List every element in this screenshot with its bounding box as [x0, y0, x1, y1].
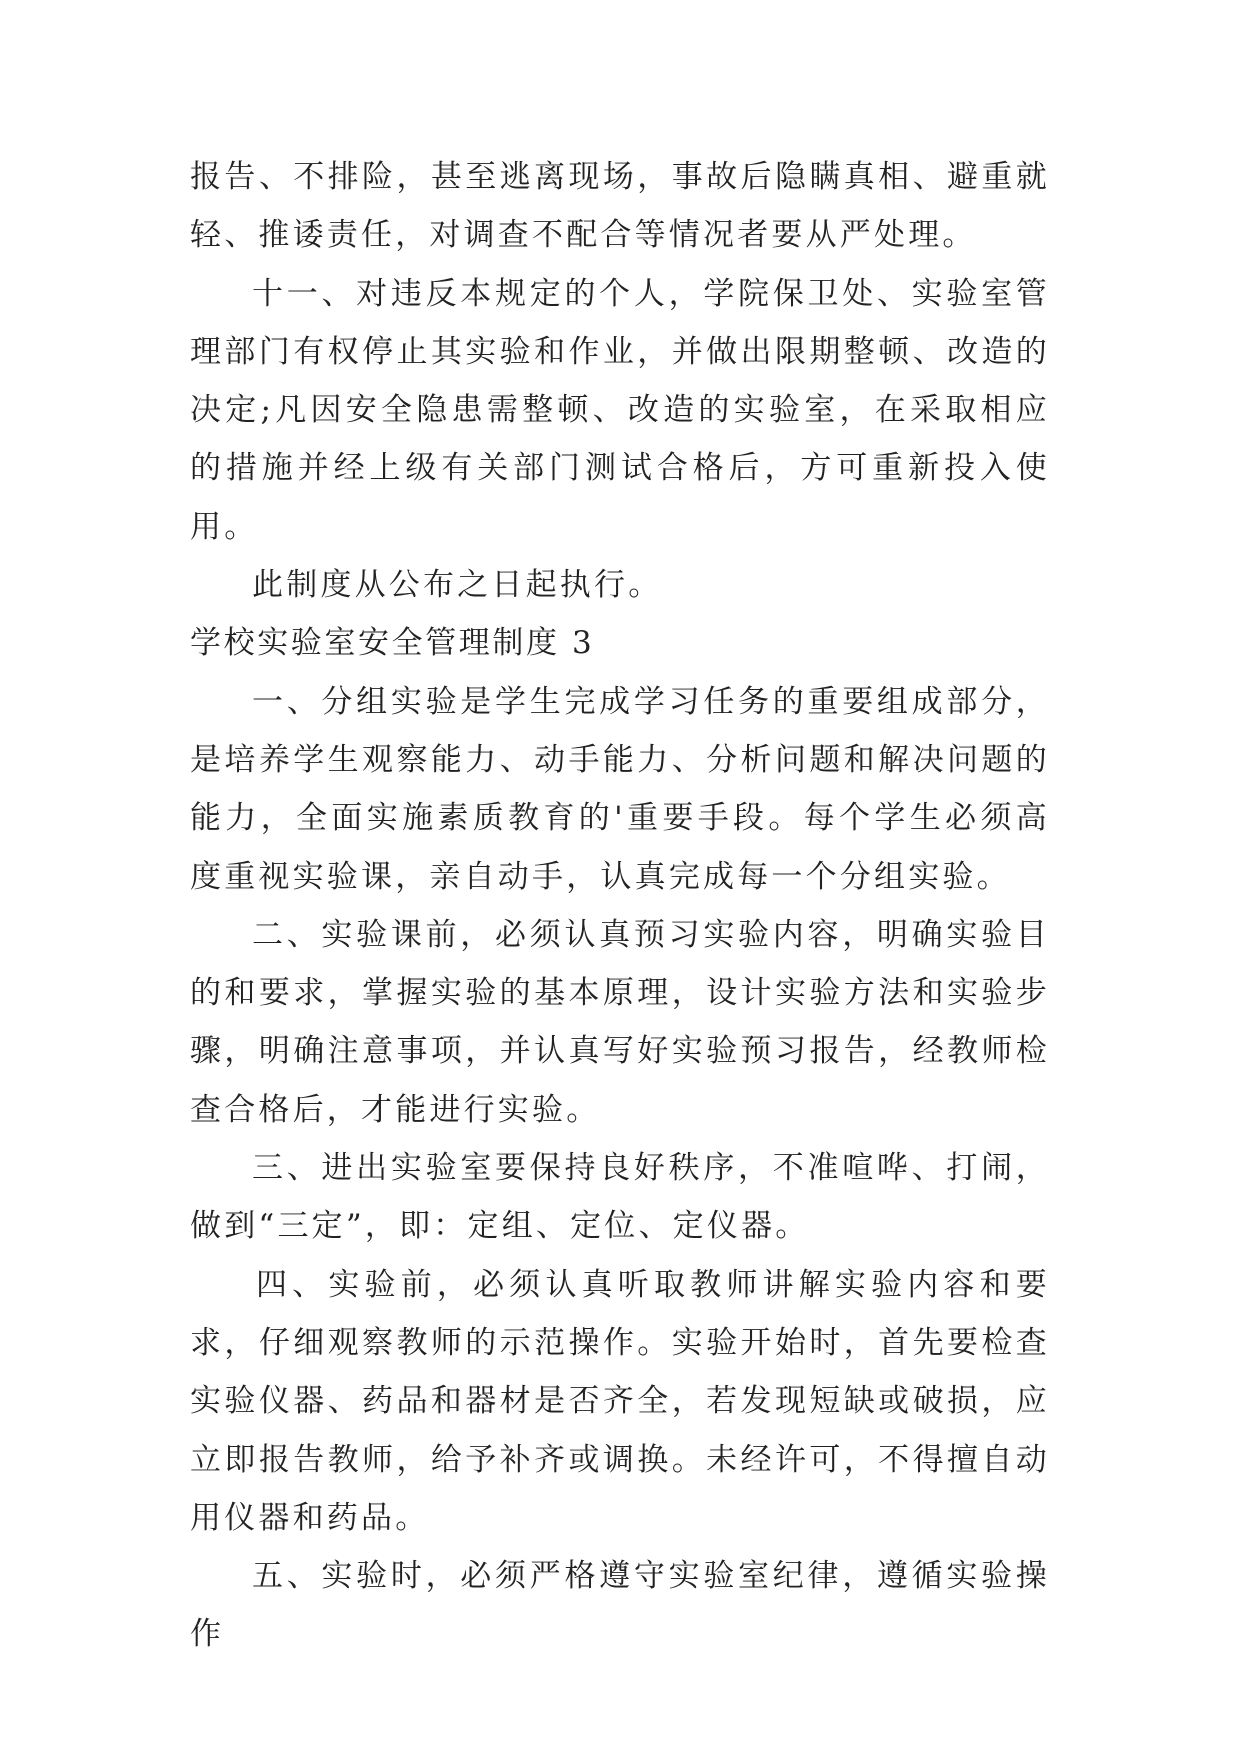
- paragraph-continuation: 报告、不排险，甚至逃离现场，事故后隐瞒真相、避重就轻、推诿责任，对调查不配合等情况者要从严处理。: [190, 159, 1050, 254]
- paragraph-rule-2: 二、实验课前，必须认真预习实验内容，明确实验目的和要求，掌握实验的基本原理，设计实验方法和实验步骤，明确注意事项，并认真写好实验预习报告，经教师检查合格后，才能进行实验。: [190, 916, 1050, 1128]
- paragraph-rule-1: 一、分组实验是学生完成学习任务的重要组成部分，是培养学生观察能力、动手能力、分析问题和解决问题的能力，全面实施素质教育的'重要手段。每个学生必须高度重视实验课，亲自动手，认真完成每一个分组实验。: [190, 683, 1050, 895]
- paragraph-rule-3: 三、进出实验室要保持良好秩序，不准喧哗、打闹，做到“三定”，即：定组、定位、定仪器。: [190, 1150, 1050, 1245]
- paragraph-rule-11: 十一、对违反本规定的个人，学院保卫处、实验室管理部门有权停止其实验和作业，并做出限期整顿、改造的决定;凡因安全隐患需整顿、改造的实验室，在采取相应的措施并经上级有关部门测试合格后，方可重新投入使用。: [190, 275, 1050, 545]
- section-heading: 学校实验室安全管理制度 3: [190, 625, 595, 662]
- paragraph-rule-4: 四、实验前，必须认真听取教师讲解实验内容和要求，仔细观察教师的示范操作。实验开始时，首先要检查实验仪器、药品和器材是否齐全，若发现短缺或破损，应立即报告教师，给予补齐或调换。未经许可，不得擅自动用仪器和药品。: [190, 1266, 1050, 1536]
- paragraph-rule-5: 五、实验时，必须严格遵守实验室纪律，遵循实验操作: [190, 1558, 1050, 1653]
- paragraph-effective-date: 此制度从公布之日起执行。: [252, 567, 663, 604]
- document-body: [190, 148, 1050, 1664]
